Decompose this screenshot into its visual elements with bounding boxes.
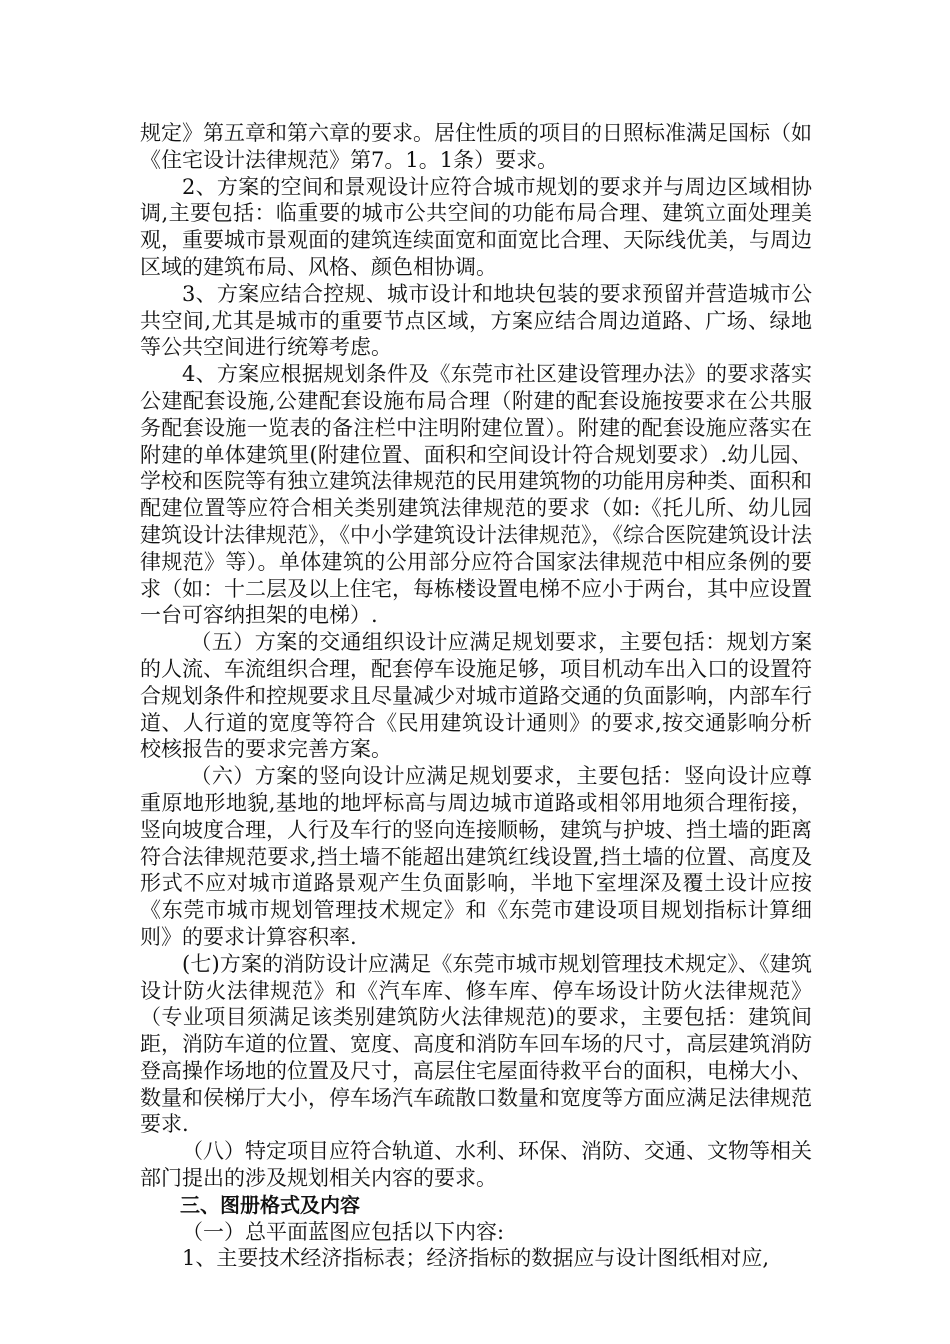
paragraph-list-item-1: 1、主要技术经济指标表；经济指标的数据应与设计图纸相对应,	[182, 1246, 770, 1271]
paragraph-section-5: （五）方案的交通组织设计应满足规划要求，主要包括：规划方案的人流、车流组织合理，配套停车设施足够，项目机动车出入口的设置符合规划条件和控规要求且尽量减少对城市道路交通的负面影响，内部车行道、人行道的宽度等符合《民用建筑设计通则》的要求,按交通影响分析校核报告的要求完善方案。	[140, 630, 812, 762]
paragraph-item-3: 3、方案应结合控规、城市设计和地块包装的要求预留并营造城市公共空间,尤其是城市的重要节点区域，方案应结合周边道路、广场、绿地等公共空间进行统筹考虑。	[140, 281, 812, 360]
paragraph-item-4: 4、方案应根据规划条件及《东莞市社区建设管理办法》的要求落实公建配套设施,公建配套设施布局合理（附建的配套设施按要求在公共服务配套设施一览表的备注栏中注明附建位置）。附建的配套设施应落实在附建的单体建筑里(附建位置、面积和空间设计符合规划要求）.幼儿园、学校和医院等有独立建筑法律规范的民用建筑物的功能用房种类、面积和配建位置等应符合相关类别建筑法律规范的要求（如:《托儿所、幼儿园建筑设计法律规范》，《中小学建筑设计法律规范》，《综合医院建筑设计法律规范》等）。单体建筑的公用部分应符合国家法律规范中相应条例的要求（如：十二层及以上住宅，每栋楼设置电梯不应小于两台，其中应设置一台可容纳担架的电梯）.	[140, 362, 812, 628]
paragraph-section-6: （六）方案的竖向设计应满足规划要求，主要包括：竖向设计应尊重原地形地貌,基地的地坪标高与周边城市道路或相邻用地须合理衔接，竖向坡度合理，人行及车行的竖向连接顺畅，建筑与护坡、挡土墙的距离符合法律规范要求,挡土墙不能超出建筑红线设置,挡土墙的位置、高度及形式不应对城市道路景观产生负面影响，半地下室埋深及覆土设计应按《东莞市城市规划管理技术规定》和《东莞市建设项目规划指标计算细则》的要求计算容积率.	[140, 764, 812, 949]
section-heading: 三、图册格式及内容	[180, 1192, 360, 1217]
paragraph-section-7: (七)方案的消防设计应满足《东莞市城市规划管理技术规定》、《建筑设计防火法律规范》和《汽车库、修车库、停车场设计防火法律规范》（专业项目须满足该类别建筑防火法律规范)的要求，主要包括：建筑间距，消防车道的位置、宽度、高度和消防车回车场的尺寸，高层建筑消防登高操作场地的位置及尺寸，高层住宅屋面待救平台的面积，电梯大小、数量和侯梯厅大小，停车场汽车疏散口数量和宽度等方面应满足法律规范要求.	[140, 951, 812, 1137]
paragraph-section-8: （八）特定项目应符合轨道、水利、环保、消防、交通、文物等相关部门提出的涉及规划相关内容的要求。	[140, 1139, 812, 1191]
paragraph-continuation: 规定》第五章和第六章的要求。居住性质的项目的日照标准满足国标（如《住宅设计法律规范》第7。1。1条）要求。	[140, 121, 812, 172]
paragraph-item-2: 2、方案的空间和景观设计应符合城市规划的要求并与周边区域相协调,主要包括：临重要的城市公共空间的功能布局合理、建筑立面处理美观，重要城市景观面的建筑连续面宽和面宽比合理、天际线优美，与周边区域的建筑布局、风格、颜色相协调。	[140, 174, 812, 279]
paragraph-subsection-1: （一）总平面蓝图应包括以下内容:	[182, 1219, 505, 1244]
document-page	[140, 120, 812, 1272]
